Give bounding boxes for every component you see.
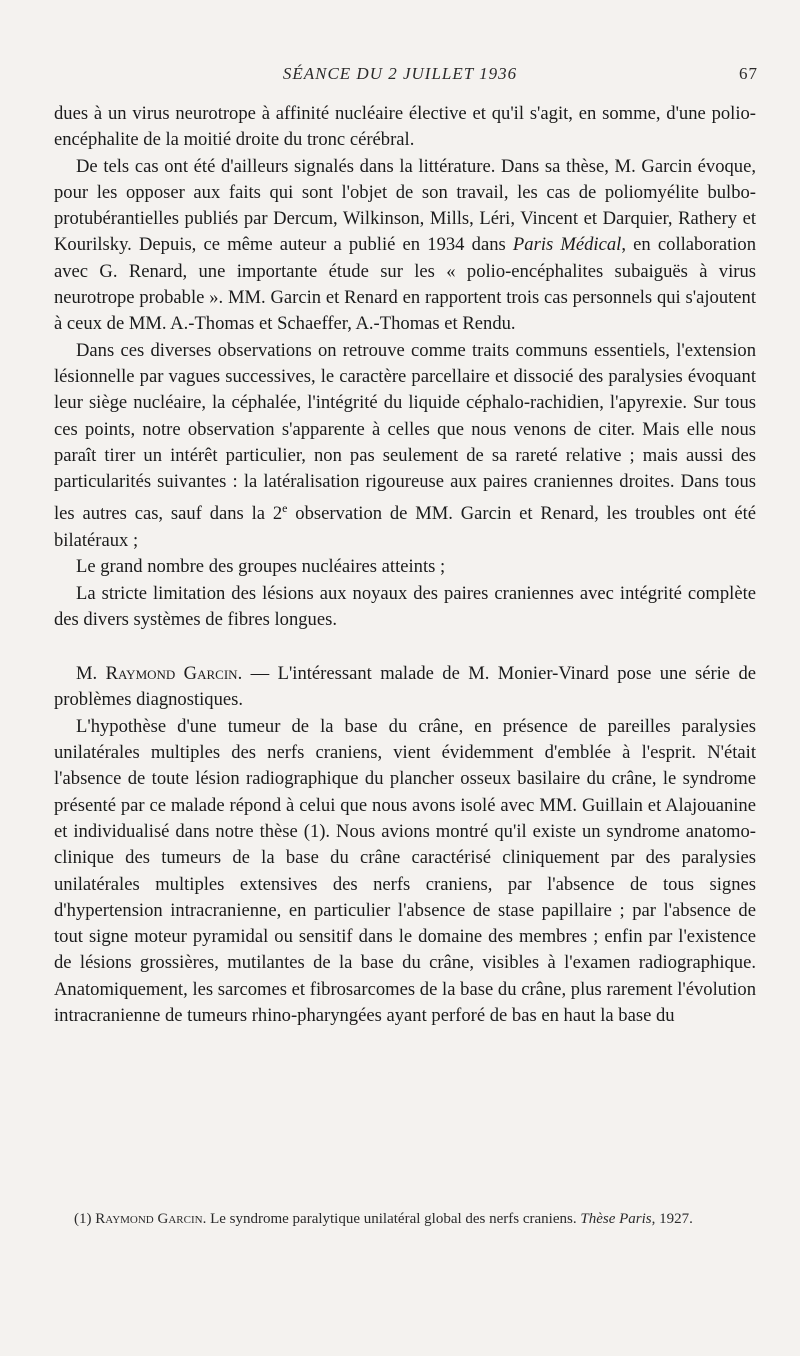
paragraph-2 [54, 154, 756, 338]
footnote-source: Thèse Paris [580, 1211, 652, 1227]
paragraph-4: Le grand nombre des groupes nucléaires atteints ; [76, 556, 446, 578]
speaker-prefix: M. [76, 663, 106, 685]
footnote [54, 1210, 756, 1229]
body-text [54, 101, 756, 1029]
paragraph-6 [54, 661, 756, 714]
journal-title: Paris Médical [512, 234, 622, 256]
running-title: SÉANCE DU 2 JUILLET 1936 [282, 64, 518, 83]
paragraph-5: La stricte limitation des lésions aux noyaux des paires craniennes avec intégrité complète des divers systèmes de fibres longues. [54, 582, 756, 630]
speaker-name: Raymond Garcin [105, 663, 238, 685]
paragraph-6-text: . — L'intéressant malade de M. Monier-Vinard pose une série de problèmes diagnostiques. [54, 663, 756, 711]
footnote-1 [54, 1210, 756, 1229]
footnote-text: . Le syndrome paralytique unilatéral global des nerfs craniens. [202, 1211, 581, 1227]
footnote-year: , 1927. [651, 1211, 693, 1227]
paragraph-3-text-a: Dans ces diverses observations on retrouve comme traits communs essentiels, l'extension lésionnelle par vagues successives, le caractère parcellaire et dissocié des paralysies évoquant leur siège nucléaire, la céphalée, l'intégrité du liquide céphalo-rachidien, l'apyrexie. Sur tous ces points, notre observation s'apparente à celles que nous venons de citer. Mais elle nous paraît tirer un intérêt particulier, non pas seulement de sa rareté relative ; mais aussi des particularités suivantes : la latéralisation rigoureuse aux paires craniennes droites. Dans tous les autres cas, sauf dans la 2 [54, 339, 756, 525]
paragraph-2-text-b: , en collaboration avec G. Renard, une importante étude sur les « polio-encéphalites subaiguës à virus neurotrope probable ». MM. Garcin et Renard en rapportent trois cas personnels qui s'ajoutent à ceux de MM. A.-Thomas et Schaeffer, A.-Thomas et Rendu. [54, 234, 756, 335]
paragraph-3 [54, 338, 756, 555]
footnote-author: Raymond Garcin [95, 1211, 203, 1227]
footnote-number: (1) [74, 1211, 96, 1227]
paragraph-7: L'hypothèse d'une tumeur de la base du crâne, en présence de pareilles paralysies unilatérales multiples des nerfs craniens, vient évidemment d'emblée à l'esprit. N'était l'absence de toute lésion radiographique du plancher osseux basilaire du crâne, le syndrome présenté par ce malade répond à celui que nous avons isolé avec MM. Guillain et Alajouanine et individualisé dans notre thèse (1). Nous avions montré qu'il existe un syndrome anatomo-clinique des tumeurs de la base du crâne caractérisé cliniquement par des paralysies unilatérales multiples extensives des nerfs craniens, par l'absence de tous signes d'hypertension intracranienne, en particulier l'absence de stase papillaire ; par l'absence de tout signe moteur pyramidal ou sensitif dans le domaine des membres ; enfin par l'existence de lésions grossières, mutilantes de la base du crâne, visibles à l'examen radiographique. Anatomiquement, les sarcomes et fibrosarcomes de la base du crâne, plus rarement l'évolution intracranienne de tumeurs rhino-pharyngées ayant perforé de bas en haut la base du [54, 715, 756, 1026]
paragraph-1: dues à un virus neurotrope à affinité nucléaire élective et qu'il s'agit, en somme, d'une polio-encéphalite de la moitié droite du tronc cérébral. [54, 103, 756, 151]
page-header [0, 64, 800, 88]
paragraph-2-text-a: De tels cas ont été d'ailleurs signalés dans la littérature. Dans sa thèse, M. Garcin évoque, pour les opposer aux faits qui sont l'objet de son travail, les cas de poliomyélite bulbo-protubérantielles publiés par Dercum, Wilkinson, Mills, Léri, Vincent et Darquier, Rathery et Kourilsky. Depuis, ce même auteur a publié en 1934 dans [54, 155, 756, 256]
ordinal-superscript: e [282, 501, 288, 516]
page-number: 67 [739, 64, 758, 83]
paragraph-3-text-b: observation de MM. Garcin et Renard, les troubles ont été bilatéraux ; [54, 503, 757, 551]
